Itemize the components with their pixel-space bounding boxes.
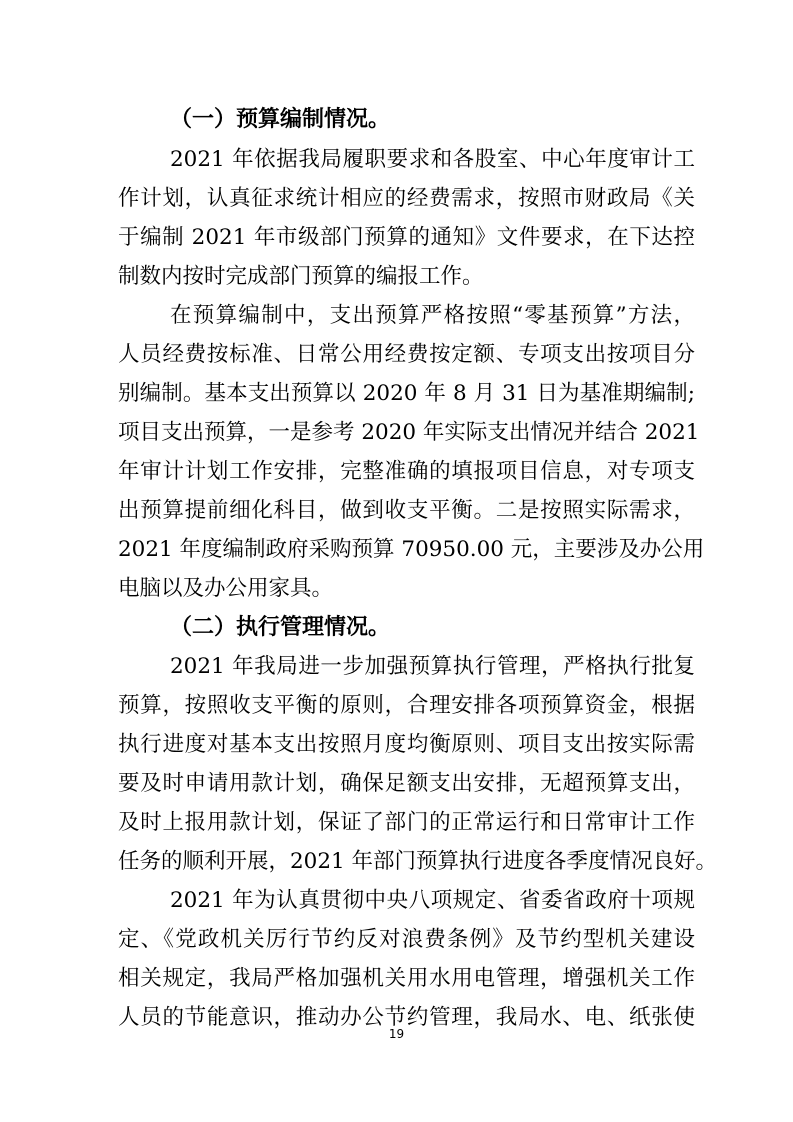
paragraph-line: 2021 年为认真贯彻中央八项规定、省委省政府十项规 bbox=[170, 888, 695, 913]
paragraph-line: 人员的节能意识，推动办公节约管理，我局水、电、纸张使 bbox=[118, 1005, 695, 1030]
paragraph-line: 作计划，认真征求统计相应的经费需求，按照市财政局《关 bbox=[118, 186, 695, 211]
page-number: 19 bbox=[388, 1027, 405, 1041]
paragraph-line: 任务的顺利开展，2021 年部门预算执行进度各季度情况良好。 bbox=[118, 849, 718, 874]
paragraph-line: 年审计计划工作安排，完整准确的填报项目信息，对专项支 bbox=[118, 459, 695, 484]
section-heading-budget-preparation: （一）预算编制情况。 bbox=[170, 107, 391, 132]
paragraph-line: 定、《党政机关厉行节约反对浪费条例》及节约型机关建设 bbox=[118, 927, 695, 952]
paragraph-line: 别编制。基本支出预算以 2020 年 8 月 31 日为基准期编制; bbox=[118, 381, 695, 406]
paragraph-line: 人员经费按标准、日常公用经费按定额、专项支出按项目分 bbox=[118, 342, 695, 367]
paragraph-line: 电脑以及办公用家具。 bbox=[118, 576, 334, 601]
paragraph-line: 在预算编制中，支出预算严格按照“零基预算”方法， bbox=[170, 303, 695, 328]
paragraph-line: 项目支出预算，一是参考 2020 年实际支出情况并结合 2021 bbox=[118, 420, 700, 445]
section-heading-execution-management: （二）执行管理情况。 bbox=[170, 615, 391, 640]
paragraph-line: 2021 年度编制政府采购预算 70950.00 元，主要涉及办公用 bbox=[118, 537, 705, 562]
paragraph-line: 要及时申请用款计划，确保足额支出安排，无超预算支出， bbox=[118, 771, 695, 796]
paragraph-line: 相关规定，我局严格加强机关用水用电管理，增强机关工作 bbox=[118, 966, 695, 991]
paragraph-line: 制数内按时完成部门预算的编报工作。 bbox=[118, 264, 484, 289]
paragraph-line: 执行进度对基本支出按照月度均衡原则、项目支出按实际需 bbox=[118, 732, 695, 757]
paragraph-line: 出预算提前细化科目，做到收支平衡。二是按照实际需求， bbox=[118, 498, 695, 523]
paragraph-line: 2021 年我局进一步加强预算执行管理，严格执行批复 bbox=[170, 654, 695, 679]
paragraph-line: 及时上报用款计划，保证了部门的正常运行和日常审计工作 bbox=[118, 810, 695, 835]
paragraph-line: 于编制 2021 年市级部门预算的通知》文件要求，在下达控 bbox=[118, 225, 695, 250]
paragraph-line: 2021 年依据我局履职要求和各股室、中心年度审计工 bbox=[170, 147, 695, 172]
paragraph-line: 预算，按照收支平衡的原则，合理安排各项预算资金，根据 bbox=[118, 693, 695, 718]
